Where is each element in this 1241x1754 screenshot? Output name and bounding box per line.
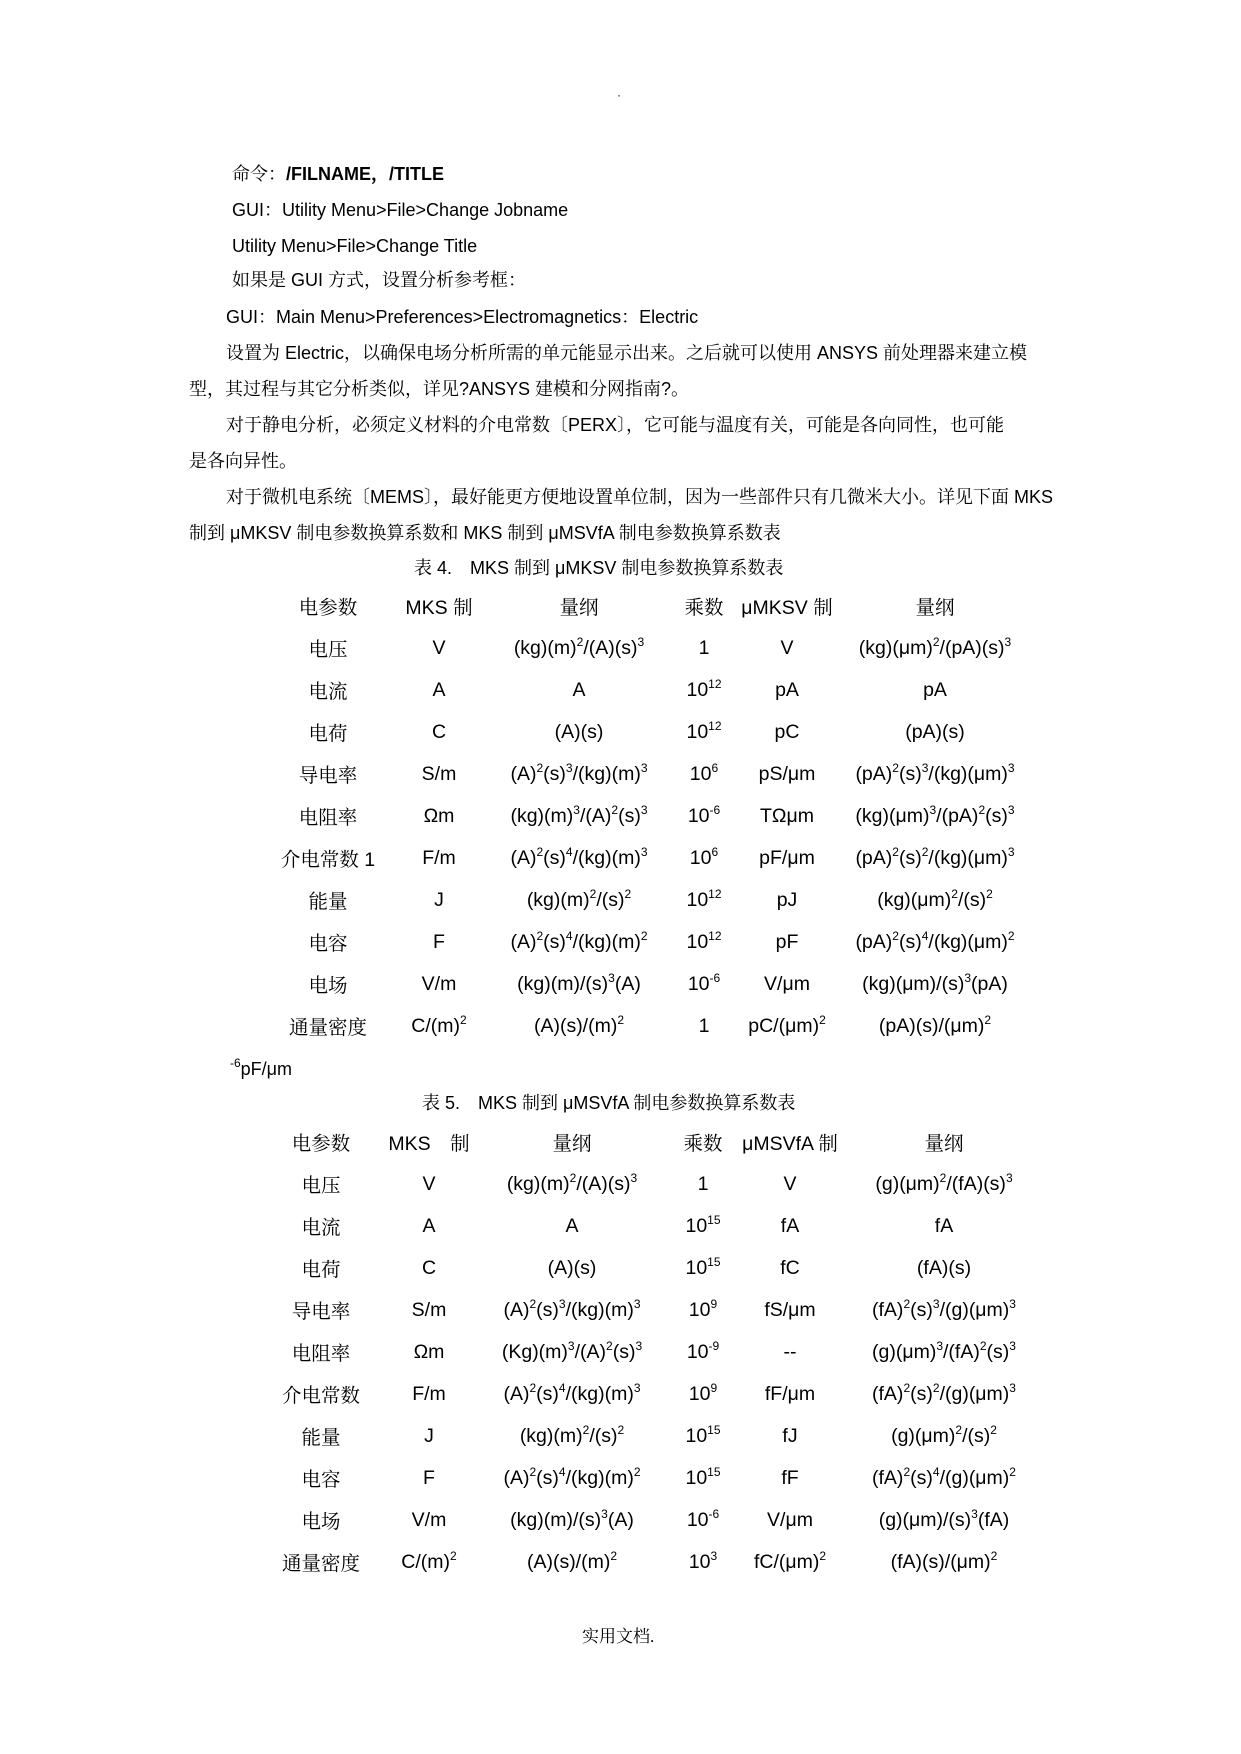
command-label: 命令： (232, 164, 286, 184)
table-cell: $(pA)^2(s)^2/(kg)(\mu m)^3$ (855, 844, 1015, 869)
table-cell: 电容 (301, 1469, 341, 1491)
table-cell: $(kg)(\mu m)/(s)^3(pA)$ (862, 970, 1008, 995)
gui-preferences-line: GUI：Main Menu>Preferences>Electromagnetics：Electric (226, 307, 699, 327)
table-cell: A (432, 678, 446, 701)
table-cell: fS/μm (764, 1298, 816, 1321)
table-header-row (265, 585, 1033, 627)
table-header-cell: 量纲 (559, 597, 599, 619)
table-cell: 电压 (301, 1175, 341, 1197)
table-row (265, 795, 1033, 837)
table-cell: V/μm (767, 1508, 813, 1531)
table-cell: $10^{15}$ (685, 1422, 721, 1447)
footnote: $^{-6}$pF/μm (230, 1056, 293, 1079)
table-cell: F (423, 1466, 435, 1489)
table-cell: F/m (422, 846, 456, 869)
table-cell: $(g)(\mu m)^3/(fA)^2(s)^3$ (872, 1338, 1016, 1363)
table-cell: S/m (421, 762, 457, 785)
header-mark: · (617, 88, 621, 102)
table-header-cell: 量纲 (552, 1133, 592, 1155)
gui-note-line: 如果是 GUI 方式，设置分析参考框： (232, 270, 527, 290)
table-row (265, 879, 1033, 921)
table-row (265, 921, 1033, 963)
paragraph-3-line-1: 对于微机电系统〔MEMS〕，最好能更方便地设置单位制，因为一些部件只有几微米大小。详见下面 MKS (226, 487, 1054, 507)
table-row (265, 627, 1033, 669)
table-cell: fF (781, 1466, 799, 1489)
table-cell: 电压 (308, 639, 348, 661)
table-cell: J (434, 888, 444, 911)
table-cell: $10^{15}$ (685, 1212, 721, 1237)
command-line (232, 163, 444, 185)
table-cell: (A)(s) (554, 720, 604, 743)
table-cell: 导电率 (291, 1301, 351, 1323)
table-cell: Ωm (423, 804, 455, 827)
table-row (258, 1163, 1044, 1205)
table-cell: 电场 (301, 1511, 341, 1533)
table-cell: $(kg)(m)^2/(s)^2$ (519, 1422, 625, 1447)
table-header-cell: MKS 制 (388, 1133, 470, 1155)
table-cell: Ωm (413, 1340, 445, 1363)
table-header-cell: 电参数 (291, 1133, 351, 1155)
table-row (258, 1499, 1044, 1541)
table-cell: $pC/(\mu m)^2$ (748, 1012, 826, 1037)
table-cell: $(pA)(s)/(\mu m)^2$ (878, 1012, 992, 1037)
table-cell: $(A)(s)/(m)^2$ (533, 1012, 625, 1037)
table-cell: $10^{15}$ (685, 1464, 721, 1489)
table-cell: $(A)(s)/(m)^2$ (526, 1548, 618, 1573)
table-cell: V (783, 1172, 797, 1195)
table-row (265, 669, 1033, 711)
paragraph-2-line-2: 是各向异性。 (189, 451, 297, 471)
table-row (258, 1541, 1044, 1583)
page-footer: 实用文档. (582, 1627, 655, 1646)
table-cell: 能量 (301, 1427, 341, 1449)
table-cell: $(A)^2(s)^4/(kg)(m)^2$ (503, 1464, 641, 1489)
table-cell: $(kg)(m)^3/(A)^2(s)^3$ (510, 802, 648, 827)
table-cell: $(fA)^2(s)^4/(g)(\mu m)^2$ (872, 1464, 1016, 1489)
paragraph-3-line-2: 制到 μMKSV 制电参数换算系数和 MKS 制到 μMSVfA 制电参数换算系数表 (189, 523, 781, 543)
table-cell: V (780, 636, 794, 659)
table-cell: $10^{-9}$ (686, 1338, 720, 1363)
table-cell: V/μm (764, 972, 810, 995)
table-cell: $10^{12}$ (686, 718, 722, 743)
table-header-cell: μMKSV 制 (741, 597, 833, 619)
table-cell: $(g)(\mu m)/(s)^3(fA)$ (878, 1506, 1010, 1531)
table-cell: 电阻率 (291, 1343, 351, 1365)
table-cell: $(fA)^2(s)^3/(g)(\mu m)^3$ (872, 1296, 1016, 1321)
table-cell: 电流 (308, 681, 348, 703)
table-row (258, 1457, 1044, 1499)
table-cell: A (565, 1214, 579, 1237)
table-cell: pF/μm (759, 846, 815, 869)
table-cell: 电荷 (301, 1259, 341, 1281)
table-cell: A (422, 1214, 436, 1237)
table-cell: C (431, 720, 447, 743)
table-cell: $10^3$ (688, 1548, 718, 1573)
table-cell: 1 (698, 1014, 710, 1037)
table-row (265, 1005, 1033, 1047)
table-cell: A (572, 678, 586, 701)
table-cell: 电阻率 (298, 807, 358, 829)
table-row (258, 1331, 1044, 1373)
table-cell: 介电常数 1 (280, 849, 376, 871)
table-cell: 通量密度 (288, 1017, 367, 1039)
table-cell: pS/μm (758, 762, 816, 785)
table-4-caption: 表 4. MKS 制到 μMKSV 制电参数换算系数表 (414, 558, 784, 578)
gui-jobname-line: GUI：Utility Menu>File>Change Jobname (232, 200, 569, 220)
table-row (265, 711, 1033, 753)
table-row (258, 1373, 1044, 1415)
table-header-cell: 量纲 (924, 1133, 964, 1155)
table-cell: $(g)(\mu m)^2/(fA)(s)^3$ (875, 1170, 1013, 1195)
table-4-body (265, 585, 1033, 1047)
table-cell: pC (774, 720, 800, 743)
table-cell: -- (783, 1340, 797, 1363)
table-cell: 电容 (308, 933, 348, 955)
table-4 (265, 585, 1033, 1047)
table-cell: $(A)^2(s)^4/(kg)(m)^3$ (503, 1380, 641, 1405)
table-cell: fC (780, 1256, 800, 1279)
table-cell: $10^{12}$ (686, 886, 722, 911)
table-header-cell: 乘数 (684, 597, 724, 619)
table-header-row (258, 1121, 1044, 1163)
table-cell: $(fA)^2(s)^2/(g)(\mu m)^3$ (872, 1380, 1016, 1405)
table-cell: 电流 (301, 1217, 341, 1239)
table-cell: pJ (776, 888, 798, 911)
table-cell: V/m (421, 972, 457, 995)
command-value: /FILNAME，/TITLE (286, 164, 444, 184)
table-cell: $10^{-6}$ (686, 1506, 720, 1531)
table-cell: V/m (411, 1508, 447, 1531)
table-cell: $(kg)(\mu m)^2/(s)^2$ (877, 886, 993, 911)
table-cell: 电场 (308, 975, 348, 997)
table-cell: pA (775, 678, 799, 701)
table-header-cell: MKS 制 (405, 597, 473, 619)
table-cell: V (432, 636, 446, 659)
table-cell: $(fA)(s)/(\mu m)^2$ (890, 1548, 998, 1573)
table-row (258, 1247, 1044, 1289)
table-cell: pF (775, 930, 799, 953)
table-cell: $10^{15}$ (685, 1254, 721, 1279)
paragraph-1-line-2: 型，其过程与其它分析类似，详见?ANSYS 建模和分网指南?。 (189, 379, 690, 399)
table-cell: $(g)(\mu m)^2/(s)^2$ (891, 1422, 997, 1447)
table-cell: $10^{-6}$ (687, 802, 721, 827)
gui-title-line: Utility Menu>File>Change Title (232, 236, 478, 256)
table-cell: $C/(m)^2$ (401, 1548, 457, 1573)
table-cell: $10^{12}$ (686, 676, 722, 701)
table-cell: F/m (412, 1382, 446, 1405)
table-cell: 电荷 (308, 723, 348, 745)
table-row (258, 1415, 1044, 1457)
table-cell: J (424, 1424, 434, 1447)
table-cell: $(kg)(m)/(s)^3(A)$ (517, 970, 641, 995)
table-cell: $(pA)^2(s)^3/(kg)(\mu m)^3$ (855, 760, 1015, 785)
table-cell: $(kg)(m)^2/(s)^2$ (526, 886, 632, 911)
paragraph-2-line-1: 对于静电分析，必须定义材料的介电常数〔PERX〕，它可能与温度有关，可能是各向同性，也可能 (226, 415, 1005, 435)
table-header-cell: 量纲 (915, 597, 955, 619)
table-cell: 介电常数 (281, 1385, 360, 1407)
paragraph-1-line-1: 设置为 Electric，以确保电场分析所需的单元能显示出来。之后就可以使用 ANSYS 前处理器来建立模 (226, 343, 1028, 363)
table-cell: TΩμm (760, 804, 814, 827)
table-cell: 1 (697, 1172, 709, 1195)
table-cell: (pA)(s) (905, 720, 965, 743)
table-cell: $(kg)(\mu m)^3/(pA)^2(s)^3$ (855, 802, 1015, 827)
table-cell: $(A)^2(s)^3/(kg)(m)^3$ (503, 1296, 641, 1321)
table-cell: $(A)^2(s)^3/(kg)(m)^3$ (510, 760, 648, 785)
table-header-cell: 电参数 (298, 597, 358, 619)
table-row (258, 1205, 1044, 1247)
table-cell: S/m (411, 1298, 447, 1321)
table-cell: $10^6$ (689, 760, 719, 785)
table-cell: $C/(m)^2$ (411, 1012, 467, 1037)
table-cell: 导电率 (298, 765, 358, 787)
table-cell: 通量密度 (281, 1553, 360, 1575)
table-5 (258, 1121, 1044, 1583)
table-cell: fF/μm (764, 1382, 816, 1405)
table-cell: fA (780, 1214, 800, 1237)
table-cell: $(Kg)(m)^3/(A)^2(s)^3$ (501, 1338, 643, 1363)
table-cell: $(kg)(m)^2/(A)(s)^3$ (513, 634, 645, 659)
table-5-caption: 表 5. MKS 制到 μMSVfA 制电参数换算系数表 (422, 1093, 796, 1113)
table-row (265, 837, 1033, 879)
table-header-cell: μMSVfA 制 (742, 1133, 838, 1155)
table-cell: $(kg)(\mu m)^2/(pA)(s)^3$ (858, 634, 1012, 659)
table-cell: $10^6$ (689, 844, 719, 869)
table-cell: fJ (782, 1424, 798, 1447)
table-cell: 1 (698, 636, 710, 659)
table-cell: $(A)^2(s)^4/(kg)(m)^3$ (510, 844, 648, 869)
table-row (265, 963, 1033, 1005)
table-cell: fA (934, 1214, 954, 1237)
table-cell: $(kg)(m)/(s)^3(A)$ (510, 1506, 634, 1531)
table-cell: $10^{12}$ (686, 928, 722, 953)
table-cell: pA (923, 678, 947, 701)
table-cell: $fC/(\mu m)^2$ (753, 1548, 827, 1573)
table-cell: (A)(s) (547, 1256, 597, 1279)
table-5-body (258, 1121, 1044, 1583)
table-row (258, 1289, 1044, 1331)
table-row (265, 753, 1033, 795)
table-cell: 能量 (308, 891, 348, 913)
table-cell: (fA)(s) (916, 1256, 972, 1279)
table-cell: C (421, 1256, 437, 1279)
table-cell: $(A)^2(s)^4/(kg)(m)^2$ (510, 928, 648, 953)
table-cell: $10^{-6}$ (687, 970, 721, 995)
table-cell: $(pA)^2(s)^4/(kg)(\mu m)^2$ (855, 928, 1015, 953)
table-cell: V (422, 1172, 436, 1195)
table-cell: $(kg)(m)^2/(A)(s)^3$ (506, 1170, 638, 1195)
table-cell: F (433, 930, 445, 953)
table-cell: $10^9$ (688, 1296, 718, 1321)
table-header-cell: 乘数 (683, 1133, 723, 1155)
table-cell: $10^9$ (688, 1380, 718, 1405)
